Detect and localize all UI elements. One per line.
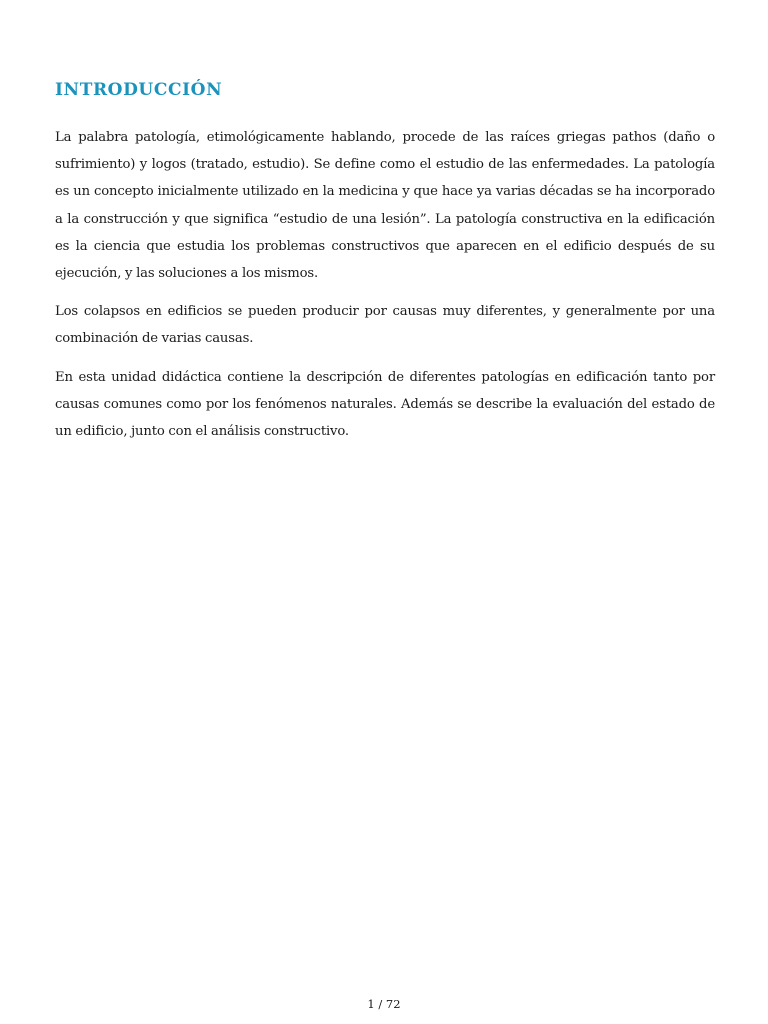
body-text — [55, 124, 715, 456]
section-heading: INTRODUCCIÓN — [55, 80, 223, 100]
paragraph-unit-content: En esta unidad didáctica contiene la descripción de diferentes patologías en edificación tanto por causas comunes como por los fenómenos naturales. Además se describe la evaluación del estado de un edificio, junto con el análisis constructivo. — [55, 369, 715, 440]
page-number: 1 / 72 — [367, 997, 401, 1011]
paragraph-intro: La palabra patología, etimológicamente hablando, procede de las raíces griegas pathos (daño o sufrimiento) y logos (tratado, estudio). Se define como el estudio de las enfermedades. La patología es un concepto inicialmente utilizado en la medicina y que hace ya varias décadas se ha incorporado a la construcción y que significa “estudio de una lesión”. La patología constructiva en la edificación es la ciencia que estudia los problemas constructivos que aparecen en el edificio después de su ejecución, y las soluciones a los mismos. — [55, 130, 715, 282]
paragraph-collapses: Los colapsos en edificios se pueden producir por causas muy diferentes, y generalmente por una combinación de varias causas. — [55, 304, 715, 347]
